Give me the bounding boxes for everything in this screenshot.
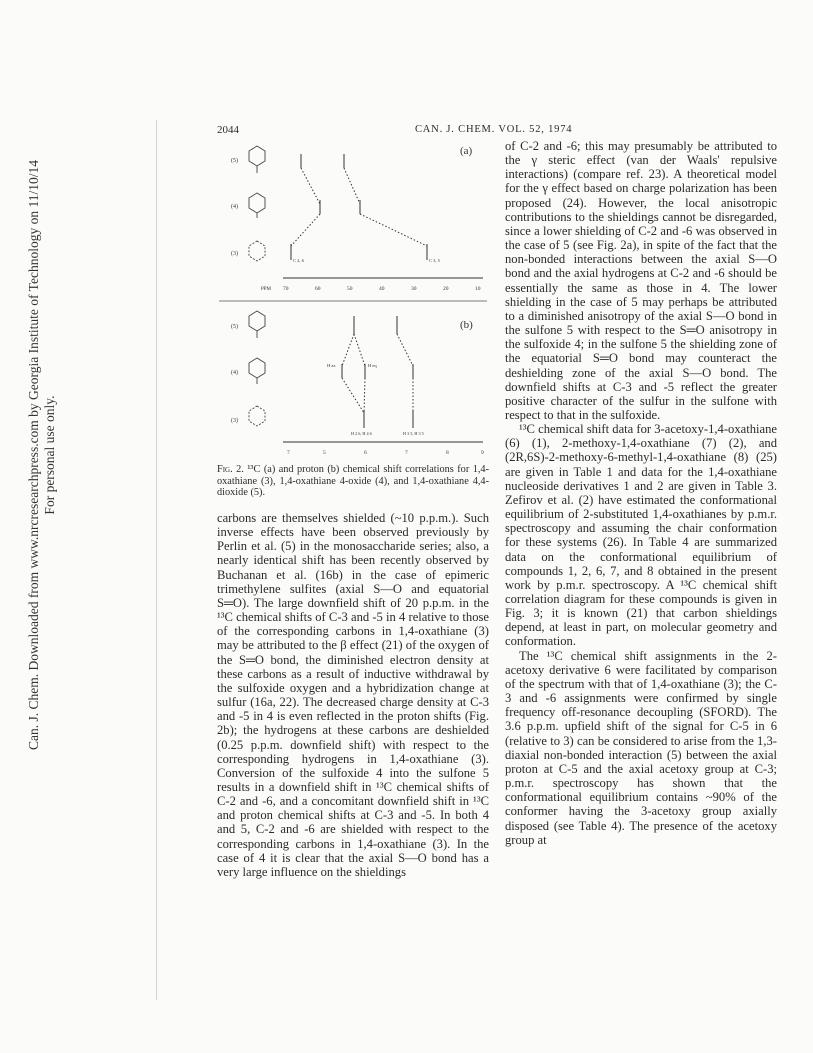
right-column [505, 139, 777, 847]
body-paragraph: The ¹³C chemical shift assignments in the 2-acetoxy derivative 6 were facilitated by comparison of the spectrum with that of 1,4-oxathiane (3); the C-3 and -6 assignments were confirmed by single frequency off-resonance decoupling (SFORD). The 3.6 p.p.m. upfield shift of the signal for C-5 in 6 (relative to 3) can be considered to arise from the 1,3-diaxial non-bonded interaction (5) between the axial proton at C-5 and the axial acetoxy group at C-3; p.m.r. spectroscopy has shown that the conformational equilibrium contains ~90% of the conformer having the 3-acetoxy group axially disposed (see Table 4). The presence of the acetoxy group at [505, 648, 777, 847]
watermark-line-2: For personal use only. [42, 395, 57, 515]
row-label-5b: (5) [231, 324, 238, 330]
figure-2 [217, 138, 489, 463]
axis-a-ticks [283, 286, 481, 292]
panel-b-lines [342, 316, 413, 428]
axis-a-tick: 10 [475, 286, 481, 292]
molecule-structures [249, 146, 265, 426]
row-label-4b: (4) [231, 370, 238, 376]
axis-a-tick: 30 [411, 286, 417, 292]
c35-label: C 3, 5 [429, 258, 440, 263]
axis-b-tick: 8 [446, 450, 449, 456]
axis-a-tick: 20 [443, 286, 449, 292]
page-number: 2044 [217, 124, 239, 136]
axis-a-tick: 40 [379, 286, 385, 292]
axis-b-tick: 6 [364, 450, 367, 456]
panel-a-lines [291, 154, 427, 260]
download-watermark [0, 100, 57, 960]
row-label-3b: (3) [231, 418, 238, 424]
axis-b-tick: 7 [287, 450, 290, 456]
caption-lead: Fig. 2. [217, 464, 244, 475]
panel-b-label: (b) [460, 319, 473, 331]
running-head: CAN. J. CHEM. VOL. 52, 1974 [415, 124, 573, 135]
left-column [217, 511, 489, 879]
axis-a-tick: 50 [347, 286, 353, 292]
body-paragraph: carbons are themselves shielded (~10 p.p.m.). Such inverse effects have been observed previously by Perlin et al. (5) in the monosaccharide series; also, a nearly identical shift has been recently observed by Buchanan et al. (16b) in the case of epimeric trimethylene sulfites (axial S—O and equatorial S═O). The large downfield shift of 20 p.p.m. in the ¹³C chemical shifts of C-3 and -5 in 4 relative to those of the corresponding carbons in 1,4-oxathiane (3) may be attributed to the β effect (21) of the oxygen of the S═O bond, the diminished electron density at these carbons as a result of inductive withdrawal by the sulfoxide oxygen and a hybridization change at sulfur (16a, 22). The decreased charge density at C-3 and -5 in 4 is even reflected in the proton shifts (Fig. 2b); the hydrogens at these carbons are deshielded (0.25 p.p.m. downfield shift) with respect to the corresponding hydrogens in 1,4-oxathiane (3). Conversion of the sulfoxide 4 into the sulfone 5 results in a downfield shift in ¹³C chemical shifts of C-2 and -6, and a concomitant downfield shift in ¹³C and proton chemical shifts at C-3 and -5. In both 4 and 5, C-2 and -6 are shielded with respect to the corresponding carbons in 1,4-oxathiane (3). In the case of 4 it is clear that the axial S—O bond has a very large influence on the shieldings [217, 511, 489, 879]
row-label-3a: (3) [231, 251, 238, 257]
figure-caption [217, 464, 489, 499]
axis-b-tick: 7 [405, 450, 408, 456]
axis-b-ticks [287, 450, 484, 456]
hax-label: H ax [327, 363, 336, 368]
axis-a-tick: 70 [283, 286, 289, 292]
row-label-5a: (5) [231, 158, 238, 164]
h35-label: H 3 5, H 3 5 [403, 431, 424, 436]
axis-a-tick: 60 [315, 286, 321, 292]
caption-text: ¹³C (a) and proton (b) chemical shift correlations for 1,4-oxathiane (3), 1,4-oxathiane 4-oxide (4), and 1,4-oxathiane 4,4-dioxide (5). [217, 464, 489, 499]
margin-rule [156, 120, 157, 1000]
h26-label: H 2 6, H 4 6 [351, 431, 372, 436]
chemical-shift-diagram [217, 138, 489, 463]
c26-label: C 2, 6 [293, 258, 304, 263]
body-paragraph: of C-2 and -6; this may presumably be attributed to the γ steric effect (van der Waals' repulsive interactions) (compare ref. 23). A theoretical model for the γ effect based on charge polarization has been proposed (24). However, the local anisotropic contributions to the shieldings cannot be disregarded, since a lower shielding of C-2 and -6 was observed in the case of 5 (see Fig. 2a), in spite of the fact that the non-bonded interactions between the axial S—O bond and the axial hydrogens at C-2 and -6 should be essentially the same as those in 4. The lower shielding in the case of 5 may perhaps be attributed to a diminished anisotropy of the axial S—O bond in the sulfone 5 with respect to the S═O anisotropy in the sulfoxide 4; in the sulfone 5 the shielding zone of the equatorial S═O bond may counteract the deshielding zone of the axial S—O bond. The downfield shifts at C-3 and -5 reflect the greater positive character of the sulfur in the sulfone with respect to that in the sulfoxide. [505, 139, 777, 422]
body-paragraph: ¹³C chemical shift data for 3-acetoxy-1,4-oxathiane (6) (1), 2-methoxy-1,4-oxathiane (7) (2), and (2R,6S)-2-methoxy-6-methyl-1,4-oxathiane (8) (25) are given in Table 1 and data for the 1,4-oxathiane nucleoside derivatives 1 and 2 are given in Table 3. Zefirov et al. (2) have estimated the conformational equilibrium of 2-substituted 1,4-oxathianes by p.m.r. spectroscopy and assuming the chair conformation for these systems (26). In Table 4 are summarized data on the conformational equilibrium of compounds 1, 2, 6, 7, and 8 obtained in the present work by p.m.r. spectroscopy. A ¹³C chemical shift correlation diagram for these compounds is given in Fig. 3; it is known (21) that carbon shieldings depend, at least in part, on molecular geometry and conformation. [505, 422, 777, 649]
axis-b-tick: 5 [323, 450, 326, 456]
heq-label: H eq [368, 363, 377, 368]
axis-b-tick: 9 [481, 450, 484, 456]
axis-a-unit: PPM [261, 287, 272, 292]
panel-a-label: (a) [460, 145, 473, 157]
watermark-line-1: Can. J. Chem. Downloaded from www.nrcresearchpress.com by Georgia Institute of Technology on 11/10/14 [26, 160, 41, 750]
row-label-4a: (4) [231, 204, 238, 210]
